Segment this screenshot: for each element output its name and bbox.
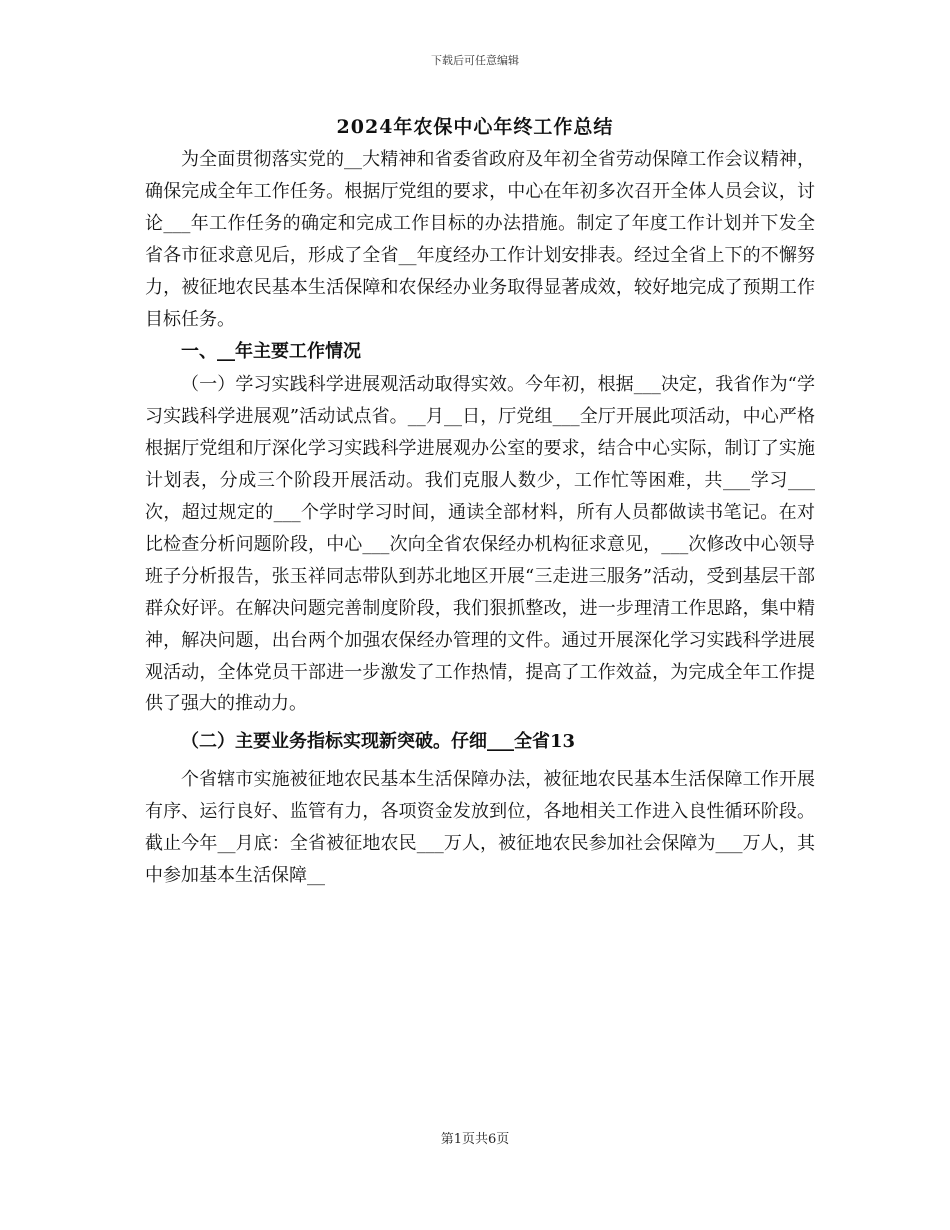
document-body <box>145 144 815 892</box>
subsection-2-paragraph: 个省辖市实施被征地农民基本生活保障办法，被征地农民基本生活保障工作开展有序、运行良好、监管有力，各项资金发放到位，各地相关工作进入良性循环阶段。截止今年__月底：全省被征地农民___万人，被征地农民参加社会保障为___万人，其中参加基本生活保障__ <box>145 769 815 886</box>
download-edit-note: 下载后可任意编辑 <box>431 54 519 67</box>
intro-paragraph: 为全面贯彻落实党的__大精神和省委省政府及年初全省劳动保障工作会议精神，确保完成全年工作任务。根据厅党组的要求，中心在年初多次召开全体人员会议，讨论___年工作任务的确定和完成工作目标的办法措施。制定了年度工作计划并下发全省各市征求意见后，形成了全省__年度经办工作计划安排表。经过全省上下的不懈努力，被征地农民基本生活保障和农保经办业务取得显著成效，较好地完成了预期工作目标任务。 <box>145 149 815 330</box>
subsection-1-paragraph: （一）学习实践科学进展观活动取得实效。今年初，根据___决定，我省作为“学习实践科学进展观”活动试点省。__月__日，厅党组___全厅开展此项活动，中心严格根据厅党组和厅深化学习实践科学进展观办公室的要求，结合中心实际，制订了实施计划表，分成三个阶段开展活动。我们克服人数少，工作忙等困难，共___学习___次，超过规定的___个学时学习时间，通读全部材料，所有人员都做读书笔记。在对比检查分析问题阶段，中心___次向全省农保经办机构征求意见，___次修改中心领导班子分析报告，张玉祥同志带队到苏北地区开展“三走进三服务”活动，受到基层干部群众好评。在解决问题完善制度阶段，我们狠抓整改，进一步理清工作思路，集中精神，解决问题，出台两个加强农保经办管理的文件。通过开展深化学习实践科学进展观活动，全体党员干部进一步激发了工作热情，提高了工作效益，为完成全年工作提供了强大的推动力。 <box>145 374 815 715</box>
page-number: 第1页共6页 <box>440 1132 510 1147</box>
document-title: 2024年农保中心年终工作总结 <box>336 116 614 138</box>
section-heading-main-work: 一、__年主要工作情况 <box>181 341 361 363</box>
subsection-2-heading: （二）主要业务指标实现新突破。仔细___全省13 <box>181 731 576 753</box>
